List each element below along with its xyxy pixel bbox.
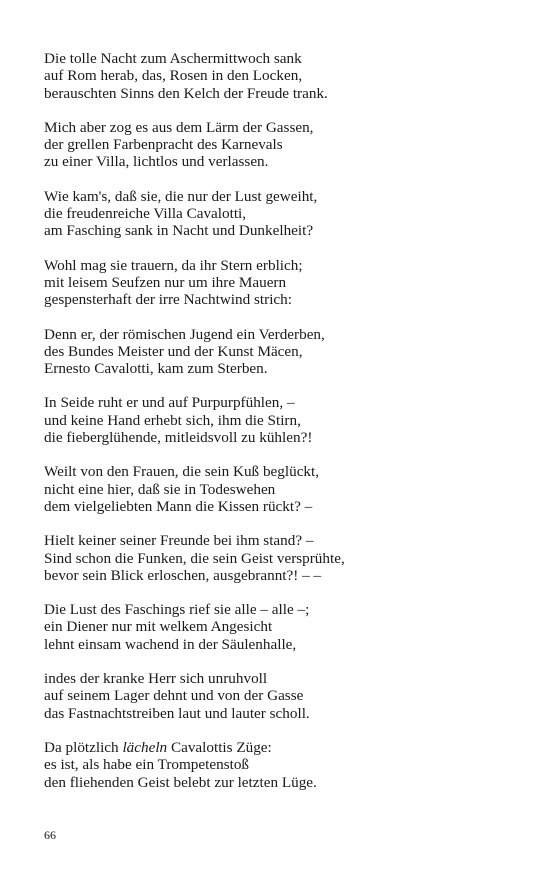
poem-line: Wie kam's, daß sie, die nur der Lust geweiht, bbox=[44, 187, 318, 205]
poem-line: mit leisem Seufzen nur um ihre Mauern bbox=[44, 273, 287, 291]
poem-line: es ist, als habe ein Trompetenstoß bbox=[44, 756, 250, 774]
poem-line bbox=[44, 739, 514, 756]
poem-line: Sind schon die Funken, die sein Geist versprühte, bbox=[44, 549, 345, 567]
poem-line: In Seide ruht er und auf Purpurpfühlen, – bbox=[44, 394, 295, 412]
poem-line: lehnt einsam wachend in der Säulenhalle, bbox=[44, 635, 297, 653]
poem-line: Mich aber zog es aus dem Lärm der Gassen, bbox=[44, 118, 314, 136]
poem-line: die freudenreiche Villa Cavalotti, bbox=[44, 205, 247, 223]
poem-line: auf Rom herab, das, Rosen in den Locken, bbox=[44, 67, 303, 85]
poem-line: am Fasching sank in Nacht und Dunkelheit? bbox=[44, 222, 314, 240]
stanza bbox=[44, 394, 514, 446]
poem-line: gespensterhaft der irre Nachtwind strich: bbox=[44, 291, 292, 309]
poem-line: Die tolle Nacht zum Aschermittwoch sank bbox=[44, 50, 302, 67]
stanza bbox=[44, 670, 514, 722]
poem-line: das Fastnachtstreiben laut und lauter scholl. bbox=[44, 704, 310, 722]
poem-line: ein Diener nur mit welkem Angesicht bbox=[44, 618, 273, 636]
poem-line: und keine Hand erhebt sich, ihm die Stirn, bbox=[44, 411, 301, 429]
poem-line: Wohl mag sie trauern, da ihr Stern erblich; bbox=[44, 256, 303, 274]
line-text: Cavalottis Züge: bbox=[167, 738, 272, 756]
stanza bbox=[44, 50, 514, 102]
poem-line: auf seinem Lager dehnt und von der Gasse bbox=[44, 687, 304, 705]
poem-line: Ernesto Cavalotti, kam zum Sterben. bbox=[44, 360, 268, 378]
poem-line: bevor sein Blick erloschen, ausgebrannt?! – – bbox=[44, 566, 322, 584]
stanza bbox=[44, 601, 514, 653]
page-number: 66 bbox=[44, 828, 56, 842]
poem-line: nicht eine hier, daß sie in Todeswehen bbox=[44, 480, 276, 498]
italic-word: lächeln bbox=[122, 738, 168, 756]
poem-line: des Bundes Meister und der Kunst Mäcen, bbox=[44, 342, 303, 360]
poem-line: Die Lust des Faschings rief sie alle – alle –; bbox=[44, 601, 310, 619]
stanza bbox=[44, 257, 514, 309]
poem-text bbox=[44, 50, 514, 808]
poem-line: Denn er, der römischen Jugend ein Verderben, bbox=[44, 325, 325, 343]
stanza bbox=[44, 739, 514, 791]
poem-line: die fieberglühende, mitleidsvoll zu kühlen?! bbox=[44, 429, 313, 447]
stanza bbox=[44, 463, 514, 515]
line-text: Da plötzlich bbox=[44, 738, 123, 756]
poem-line: den fliehenden Geist belebt zur letzten Lüge. bbox=[44, 773, 317, 791]
stanza bbox=[44, 119, 514, 171]
stanza bbox=[44, 532, 514, 584]
poem-line: dem vielgeliebten Mann die Kissen rückt? – bbox=[44, 497, 313, 515]
stanza bbox=[44, 326, 514, 378]
poem-line: Hielt keiner seiner Freunde bei ihm stand? – bbox=[44, 532, 314, 550]
poem-line: berauschten Sinns den Kelch der Freude trank. bbox=[44, 84, 328, 102]
poem-line: indes der kranke Herr sich unruhvoll bbox=[44, 670, 268, 688]
poem-line: der grellen Farbenpracht des Karnevals bbox=[44, 136, 283, 154]
poem-line: Weilt von den Frauen, die sein Kuß beglückt, bbox=[44, 463, 320, 481]
poem-line: zu einer Villa, lichtlos und verlassen. bbox=[44, 153, 269, 171]
stanza bbox=[44, 188, 514, 240]
